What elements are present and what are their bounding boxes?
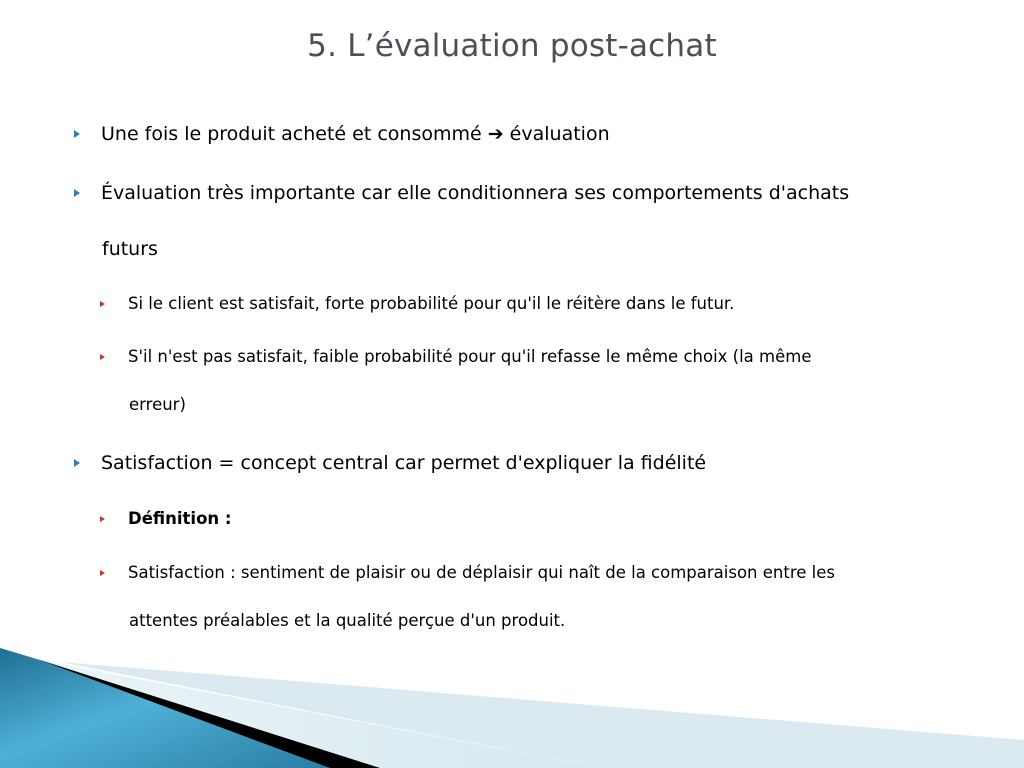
sub-bullet-text-line1: S'il n'est pas satisfait, faible probabilité pour qu'il refasse le même choix (la même [128, 347, 812, 366]
bullet-item [74, 106, 974, 162]
bullet-arrow-icon [74, 130, 80, 138]
bullet-text-line1: Évaluation très importante car elle conditionnera ses comportements d'achats [101, 182, 850, 204]
sub-bullet-arrow-icon [100, 570, 105, 576]
slide-title: 5. L’évaluation post-achat [307, 28, 717, 64]
sub-bullet-arrow-icon [100, 301, 105, 307]
sub-bullet-item [100, 280, 970, 328]
definition-label: Définition : [128, 509, 232, 528]
bullet-arrow-icon [74, 459, 80, 467]
bullet-arrow-icon [74, 189, 80, 197]
bullet-text: Satisfaction = concept central car permet d'expliquer la fidélité [101, 452, 707, 474]
sub-bullet-arrow-icon [100, 516, 105, 522]
sub-bullet-text-line2: erreur) [129, 395, 186, 414]
sub-bullet-item-continuation [129, 381, 999, 429]
sub-bullet-text-line2: attentes préalables et la qualité perçue d'un produit. [129, 611, 566, 630]
sub-bullet-item-continuation [129, 597, 999, 645]
sub-bullet-text-line1: Satisfaction : sentiment de plaisir ou de déplaisir qui naît de la comparaison entre les [128, 563, 835, 582]
sub-bullet-arrow-icon [100, 354, 105, 360]
bullet-text: Une fois le produit acheté et consommé ➔ évaluation [101, 123, 610, 145]
sub-bullet-text: Si le client est satisfait, forte probabilité pour qu'il le réitère dans le futur. [128, 294, 735, 313]
sub-bullet-item [100, 333, 970, 381]
sub-bullet-item [100, 495, 970, 543]
bullet-text-line2: futurs [102, 238, 158, 260]
bullet-item [74, 165, 974, 221]
sub-bullet-item [100, 549, 970, 597]
bullet-item [74, 435, 974, 491]
bullet-item-continuation [102, 221, 1002, 277]
